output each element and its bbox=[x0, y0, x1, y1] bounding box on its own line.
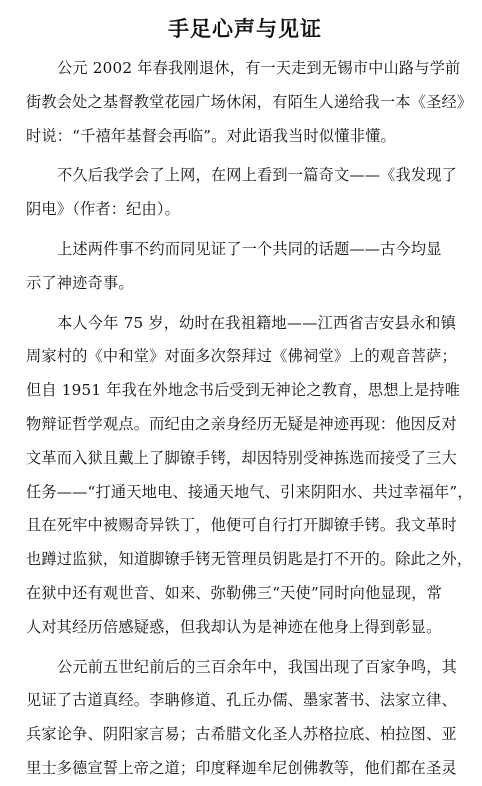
text-line: 见证了古道真经。李聃修道、孔丘办儒、墨家著书、法家立律、 bbox=[26, 691, 457, 710]
paragraph-5 bbox=[26, 651, 464, 786]
text-line: 兵家论争、阴阳家言易；古希腊文化圣人苏格拉底、柏拉图、亚 bbox=[26, 725, 457, 744]
paragraph-4 bbox=[26, 307, 473, 645]
text-line: 公元 2002 年春我刚退休，有一天走到无锡市中山路与学前 bbox=[57, 59, 461, 77]
text-line: 文革而入狱且戴上了脚镣手铐，却因特别受神拣选而接受了三大 bbox=[26, 448, 457, 467]
text-line: 任务——“打通天地电、接通天地气、引来阴阳水、共过幸福年”， bbox=[26, 482, 473, 501]
document-title: 手足心声与见证 bbox=[168, 16, 322, 41]
text-line: 示了神迹奇事。 bbox=[26, 273, 134, 292]
text-line: 但自 1951 年我在外地念书后受到无神论之教育，思想上是持唯 bbox=[26, 381, 461, 400]
text-line: 街教会处之基督教堂花园广场休闲，有陌生人递给我一本《圣经》 bbox=[26, 92, 473, 111]
paragraph-3 bbox=[26, 233, 464, 301]
text-line: 人对其经历倍感疑惑，但我却认为是神迹在他身上得到彰显。 bbox=[26, 617, 442, 636]
text-line: 在狱中还有观世音、如来、弥勒佛三“天使”同时向他显现，常 bbox=[26, 583, 443, 602]
paragraph-1 bbox=[26, 52, 473, 153]
text-line: 公元前五世纪前后的三百余年中，我国出现了百家争鸣，其 bbox=[57, 657, 458, 676]
text-line: 上述两件事不约而同见证了一个共同的话题——古今均显 bbox=[57, 239, 442, 258]
text-line: 也蹲过监狱，知道脚镣手铐无管理员钥匙是打不开的。除此之外， bbox=[26, 550, 473, 569]
text-line: 周家村的《中和堂》对面多次祭拜过《佛祠堂》上的观音菩萨； bbox=[26, 347, 457, 366]
text-line: 时说：“千禧年基督会再临”。对此语我当时似懂非懂。 bbox=[26, 126, 396, 145]
text-line: 物辩证哲学观点。而纪由之亲身经历无疑是神迹再现：他因反对 bbox=[26, 414, 457, 433]
text-line: 里士多德宣誓上帝之道；印度释迦牟尼创佛教等，他们都在圣灵 bbox=[26, 758, 457, 777]
text-line: 阴电》（作者：纪由）。 bbox=[26, 200, 181, 219]
paragraph-2 bbox=[26, 159, 464, 227]
text-line: 且在死牢中被赐奇异铁丁，他便可自行打开脚镣手铐。我文革时 bbox=[26, 516, 457, 535]
text-line: 不久后我学会了上网，在网上看到一篇奇文——《我发现了 bbox=[57, 166, 458, 185]
text-line: 本人今年 75 岁，幼时在我祖籍地——江西省吉安县永和镇 bbox=[57, 313, 457, 332]
